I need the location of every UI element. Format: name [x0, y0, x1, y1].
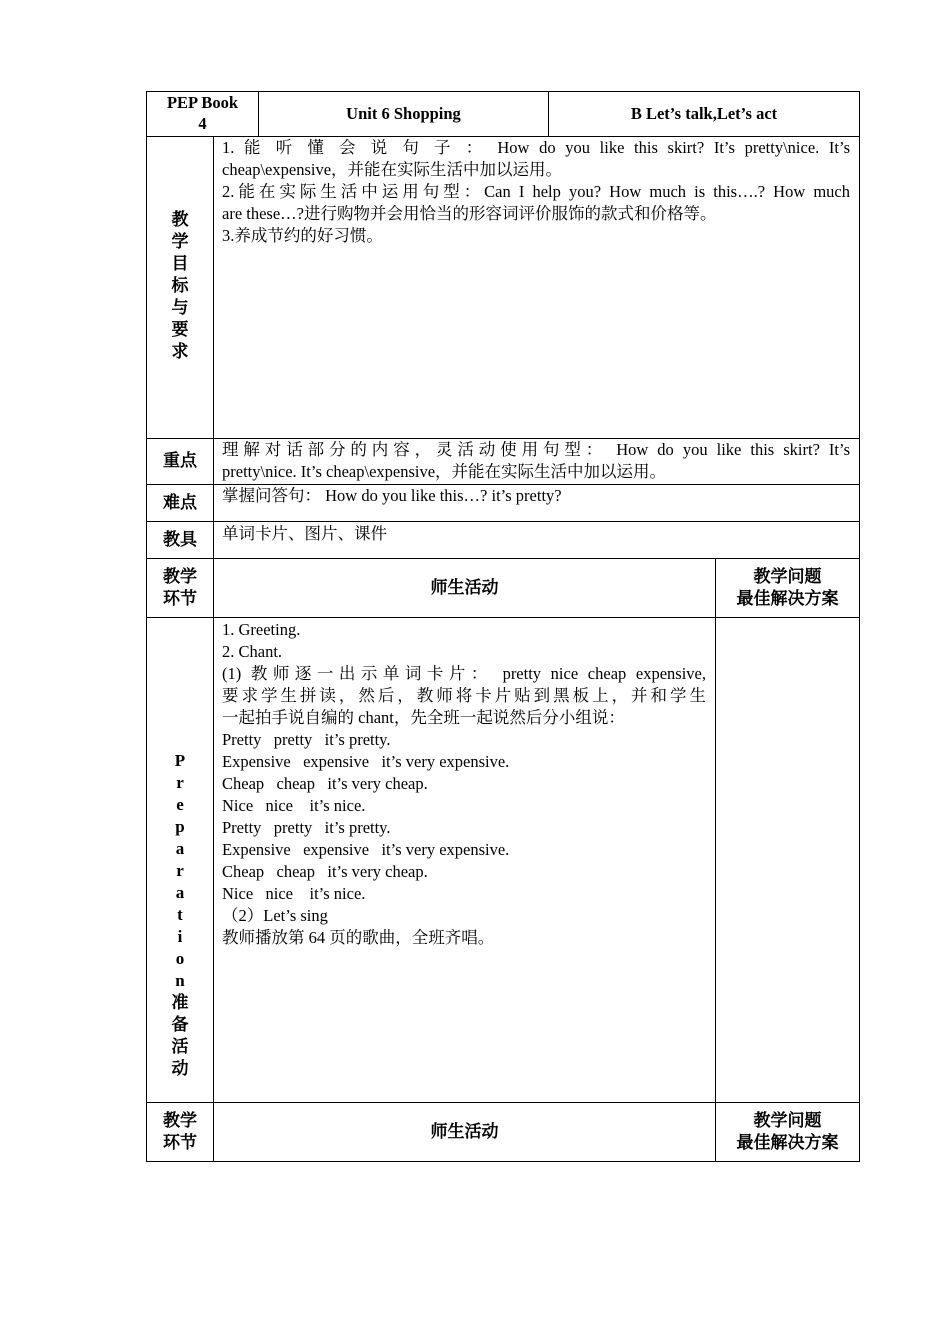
activity-line: Nice nice it’s nice. [222, 796, 366, 815]
activity-line: 1. Greeting. [222, 620, 301, 639]
section-header-solution-line: 教学问题 [753, 567, 822, 587]
row-divider [146, 617, 860, 618]
section-header-solution [716, 1110, 859, 1154]
header-book-line1: PEP Book [166, 93, 239, 112]
row-divider [146, 558, 860, 559]
preparation-label-char: 活 [171, 1037, 189, 1057]
col-divider [715, 558, 716, 1162]
objectives-line: 3.养成节约的好习惯。 [222, 226, 383, 245]
preparation-label-char: P [174, 751, 186, 770]
activity-line: Nice nice it’s nice. [222, 884, 366, 903]
activity-line: (1) 教师逐一出示单词卡片： pretty nice cheap expensive, [222, 664, 706, 683]
section-header-stage-line: 教学 [163, 567, 197, 587]
header-book-line2: 4 [198, 114, 207, 133]
activity-line: Pretty pretty it’s pretty. [222, 818, 391, 837]
preparation-label-char: a [175, 883, 185, 902]
section-header-stage [147, 566, 213, 610]
preparation-label-char: n [175, 971, 185, 990]
section-header-solution-line: 最佳解决方案 [736, 589, 839, 609]
activity-line: 教师播放第 64 页的歌曲，全班齐唱。 [222, 928, 495, 947]
key-point-label: 重点 [163, 451, 197, 471]
objectives-label-char: 教 [171, 210, 189, 230]
activity-line: Cheap cheap it’s very cheap. [222, 862, 428, 881]
row-divider [146, 1102, 860, 1103]
preparation-label-char: r [176, 773, 184, 792]
preparation-label-char: p [175, 817, 185, 836]
activity-line: 2. Chant. [222, 642, 283, 661]
preparation-label-char: 准 [171, 993, 189, 1013]
activity-line: （2）Let’s sing [222, 906, 328, 925]
section-header-activities: 师生活动 [430, 1122, 499, 1142]
col-divider [213, 136, 214, 1162]
activity-line: 一起拍手说自编的 chant，先全班一起说然后分小组说： [222, 708, 625, 727]
activity-line: Cheap cheap it’s very cheap. [222, 774, 428, 793]
objectives-label-char: 与 [171, 298, 189, 318]
header-lesson: B Let’s talk,Let’s act [630, 104, 778, 123]
preparation-label [147, 750, 213, 1080]
section-header-stage-line: 教学 [163, 1111, 197, 1131]
activity-line: Expensive expensive it’s very expensive. [222, 840, 510, 859]
section-header-stage-line: 环节 [163, 1133, 197, 1153]
preparation-label-char: o [175, 949, 185, 968]
header-book [147, 92, 258, 134]
section-header-solution-line: 最佳解决方案 [736, 1133, 839, 1153]
objectives-label-char: 目 [171, 254, 189, 274]
objectives-label-char: 标 [171, 276, 189, 296]
materials-text: 单词卡片、图片、课件 [222, 524, 387, 543]
materials-label: 教具 [163, 530, 197, 550]
objectives-line: 1. 能 听 懂 会 说 句 子 ： How do you like this skirt? It’s pretty\nice. It’s [222, 138, 850, 157]
activity-line: Pretty pretty it’s pretty. [222, 730, 391, 749]
objectives-label-char: 要 [171, 320, 189, 340]
preparation-label-char: i [177, 927, 183, 946]
preparation-label-char: r [176, 861, 184, 880]
activity-line: Expensive expensive it’s very expensive. [222, 752, 510, 771]
section-header-stage-line: 环节 [163, 589, 197, 609]
preparation-label-char: 备 [171, 1015, 189, 1035]
objectives-label [147, 209, 213, 363]
difficulty-label: 难点 [163, 493, 197, 513]
objectives-label-char: 求 [171, 342, 189, 362]
objectives-line: cheap\expensive，并能在实际生活中加以运用。 [222, 160, 563, 179]
section-header-solution-line: 教学问题 [753, 1111, 822, 1131]
preparation-label-char: 动 [171, 1059, 189, 1079]
preparation-label-char: t [177, 905, 183, 924]
objectives-label-char: 学 [171, 232, 189, 252]
header-unit: Unit 6 Shopping [346, 104, 461, 123]
section-header-stage [147, 1110, 213, 1154]
section-header-activities: 师生活动 [430, 578, 499, 598]
objectives-line: 2.能在实际生活中运用句型：Can I help you? How much is this….? How much [222, 182, 850, 201]
key-point-line: pretty\nice. It’s cheap\expensive，并能在实际生活中加以运用。 [222, 462, 667, 481]
activity-line: 要求学生拼读，然后，教师将卡片贴到黑板上，并和学生 [222, 686, 706, 705]
key-point-line: 理解对话部分的内容，灵活动使用句型： How do you like this skirt? It’s [222, 440, 850, 459]
preparation-label-char: e [176, 795, 184, 814]
row-divider [146, 521, 860, 522]
preparation-label-char: a [175, 839, 185, 858]
preparation-activities [222, 619, 706, 949]
difficulty-text: 掌握问答句： How do you like this…? it’s pretty? [222, 486, 562, 505]
section-header-solution [716, 566, 859, 610]
objectives-line: are these…?进行购物并会用恰当的形容词评价服饰的款式和价格等。 [222, 204, 717, 223]
